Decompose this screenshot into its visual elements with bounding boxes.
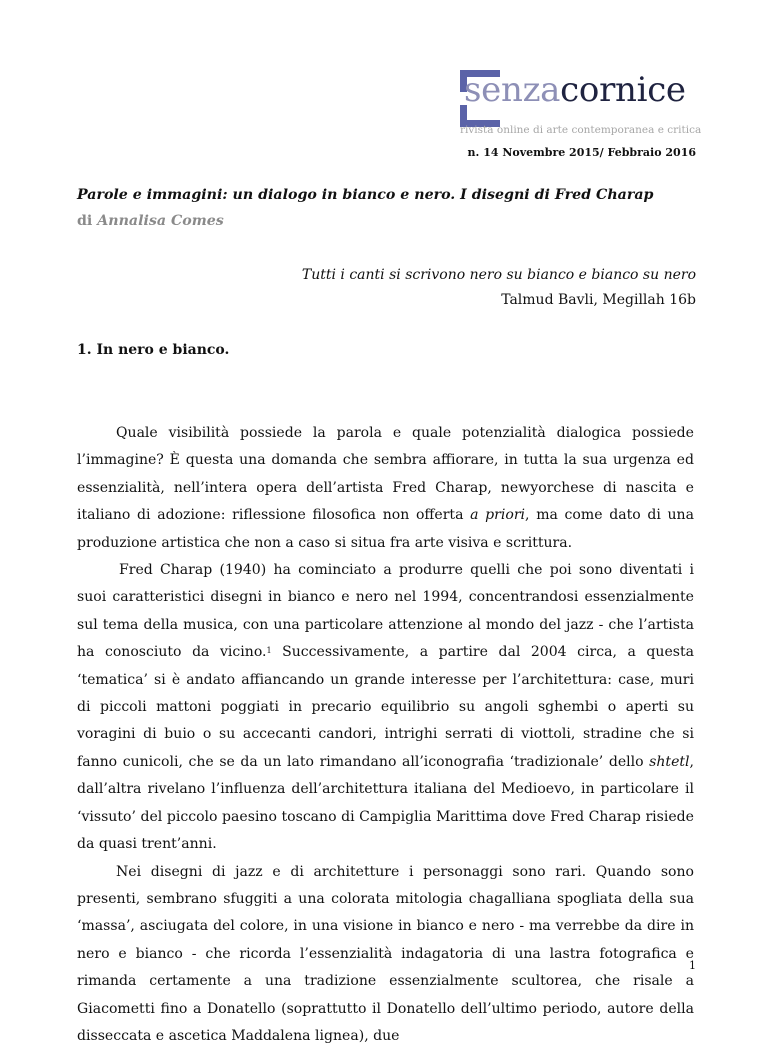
paragraph-2-emphasis: shtetl <box>649 754 689 770</box>
section-heading: 1. In nero e bianco. <box>77 342 229 358</box>
article-author: Annalisa Comes <box>97 213 224 229</box>
paragraph-1-emphasis: a priori <box>470 507 525 523</box>
paragraph-2-text-c: , dall’altra rivelano l’influenza dell’architettura italiana del Medioevo, in particolare il ‘vissuto’ del piccolo paesino toscano di Campiglia Marittima dove Fred Charap risiede da quasi trent’anni. <box>77 754 694 852</box>
magazine-tagline: rivista online di arte contemporanea e critica <box>460 124 701 136</box>
page-number: 1 <box>689 959 696 972</box>
paragraph-2-text-a: Fred Charap (1940) ha cominciato a produrre quelli che poi sono diventati i suoi caratteristici disegni in bianco e nero nel 1994, concentrandosi essenzialmente sul tema della musica, con una particolare attenzione al mondo del jazz - che l’artista ha conosciuto da vicino. <box>77 562 694 660</box>
epigraph-quote: Tutti i canti si scrivono nero su bianco e bianco su nero <box>302 267 696 283</box>
paragraph-1 <box>77 420 694 557</box>
byline-prefix: di <box>77 213 92 229</box>
article-byline <box>77 213 224 229</box>
epigraph-source: Talmud Bavli, Megillah 16b <box>501 292 696 308</box>
paragraph-3: Nei disegni di jazz e di architetture i personaggi sono rari. Quando sono presenti, sembrano sfuggiti a una colorata mitologia chagalliana spogliata della sua ‘massa’, asciugata del colore, in una visione in bianco e nero - ma verrebbe da dire in nero e bianco - che ricorda l’essenzialità indagatoria di una lastra fotografica e rimanda certamente a una tradizione essenzialmente scultorea, che risale a Giacometti fino a Donatello (soprattutto il Donatello dell’ultimo periodo, autore della disseccata e ascetica Maddalena lignea), due <box>77 859 694 1050</box>
logo-wordmark <box>464 72 686 109</box>
paragraph-1-text-a: Quale visibilità possiede la parola e quale potenzialità dialogica possiede l’immagine? È questa una domanda che sembra affiorare, in tutta la sua urgenza ed essenzialità, nell’intera opera dell’artista Fred Charap, newyorchese di nascita e italiano di adozione: riflessione filosofica non offerta <box>77 425 694 523</box>
paragraph-1-text-b: , ma come dato di una produzione artistica che non a caso si situa fra arte visiva e scrittura. <box>77 507 694 550</box>
paragraph-2 <box>77 557 694 858</box>
footnote-ref[interactable]: 1 <box>267 646 272 655</box>
article-title: Parole e immagini: un dialogo in bianco e nero. I disegni di Fred Charap <box>77 187 653 203</box>
logo-wordmark-senza: senza <box>464 70 560 110</box>
paragraph-2-text-b: Successivamente, a partire dal 2004 circa, a questa ‘tematica’ si è andato affiancando un grande interesse per l’architettura: case, muri di piccoli mattoni poggiati in precario equilibrio su angoli sghembi o aperti su voragini di buio o su accecanti candori, intrighi serrati di viottoli, stradine che si fanno cunicoli, che se da un lato rimandano all’iconografia ‘tradizionale’ dello <box>77 644 694 770</box>
issue-number: n. 14 Novembre 2015/ Febbraio 2016 <box>468 146 696 159</box>
logo-wordmark-cornice: cornice <box>560 70 686 110</box>
article-body <box>77 420 694 1050</box>
